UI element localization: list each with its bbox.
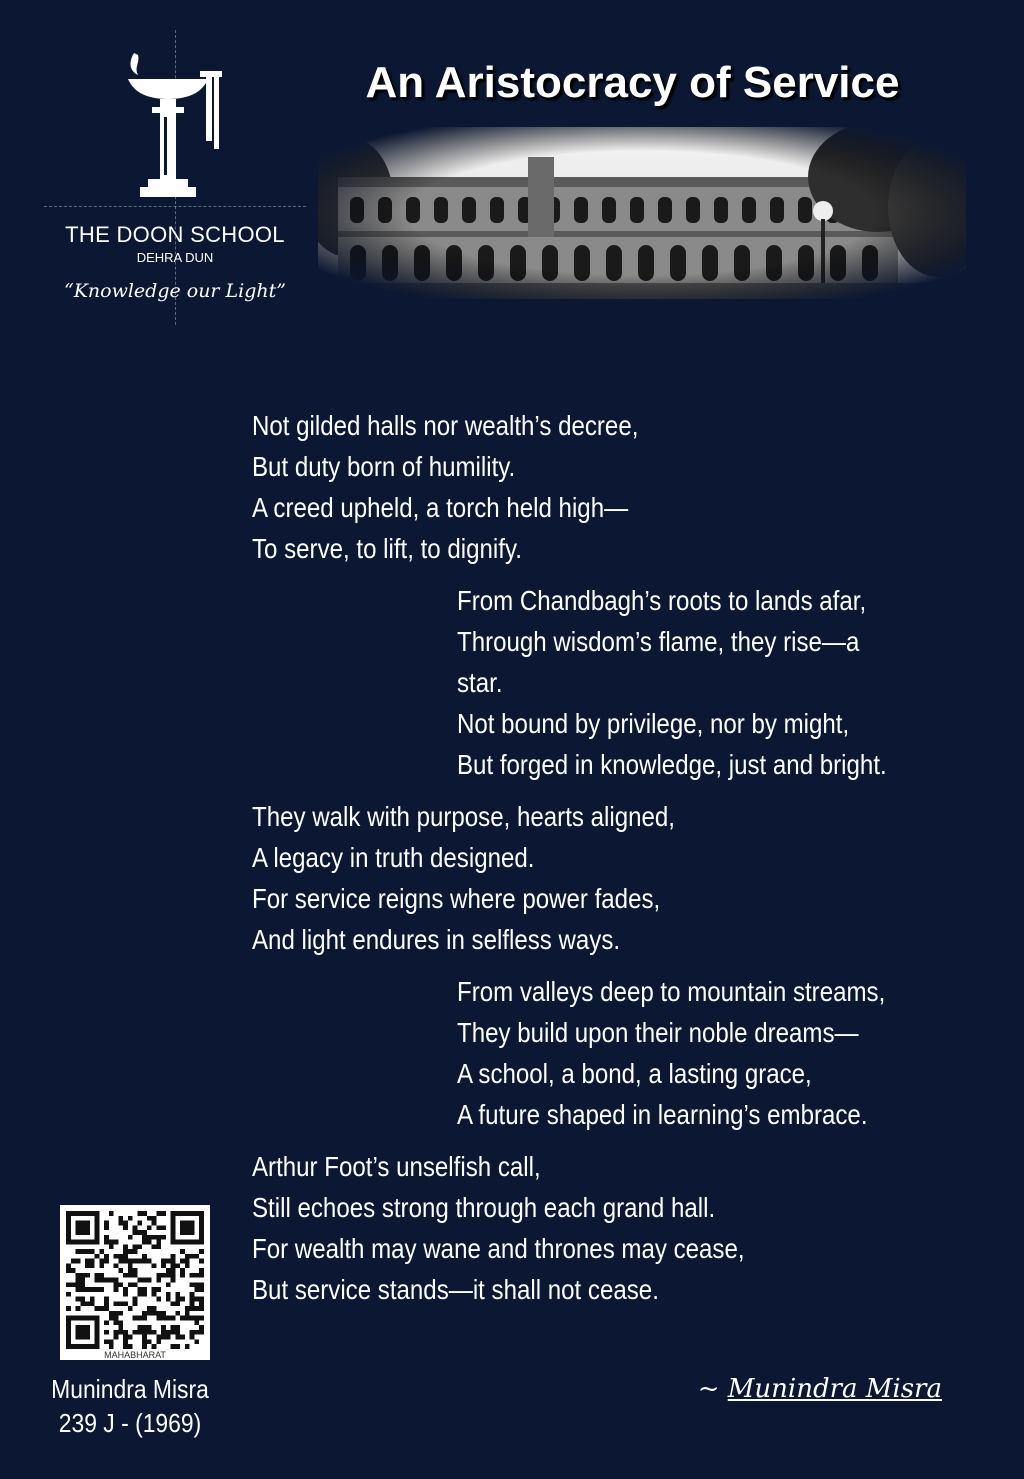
signature [698, 1374, 942, 1404]
poem-line: Still echoes strong through each grand hall. [252, 1192, 716, 1223]
poem-line: They build upon their noble dreams— [457, 1017, 859, 1048]
poem-line: Not gilded halls nor wealth’s decree, [252, 410, 639, 441]
lamp-crest-icon [110, 45, 240, 205]
poem-line: And light endures in selfless ways. [252, 924, 621, 955]
poem-line: Arthur Foot’s unselfish call, [252, 1151, 541, 1182]
poem-line: star. [457, 667, 503, 698]
poem-line: But service stands—it shall not cease. [252, 1274, 659, 1305]
qr-label: MAHABHARAT [104, 1350, 166, 1360]
poem-stanza-5 [252, 1146, 745, 1310]
poem-stanza-4 [457, 971, 885, 1135]
author-house-year: 239 J - (1969) [58, 1408, 202, 1438]
poem-title: An Aristocracy of Service [365, 58, 900, 107]
poem-line: To serve, to lift, to dignify. [252, 533, 522, 564]
poem-line: A future shaped in learning’s embrace. [457, 1099, 868, 1130]
poem-line: A legacy in truth designed. [252, 842, 535, 873]
author-name: Munindra Misra [51, 1374, 209, 1404]
poem-line: But forged in knowledge, just and bright. [457, 749, 887, 780]
poem-stanza-3 [252, 796, 675, 960]
poem-line: Not bound by privilege, nor by might, [457, 708, 850, 739]
poem-line: But duty born of humility. [252, 451, 516, 482]
poem-line: For service reigns where power fades, [252, 883, 661, 914]
poem-stanza-1 [252, 405, 638, 569]
qr-code-icon[interactable] [60, 1205, 210, 1360]
crest-divider-horizontal [44, 206, 306, 207]
poem-line: A school, a bond, a lasting grace, [457, 1058, 812, 1089]
school-building-photo [318, 127, 966, 299]
signature-prefix: ~ [697, 1374, 728, 1404]
poem-line: Through wisdom’s flame, they rise—a [457, 626, 860, 657]
signature-name: Munindra Misra [727, 1374, 942, 1404]
poem-line: For wealth may wane and thrones may cease, [252, 1233, 745, 1264]
school-motto: “Knowledge our Light” [63, 280, 287, 302]
poem-line: From valleys deep to mountain streams, [457, 976, 886, 1007]
poem-line: A creed upheld, a torch held high— [252, 492, 629, 523]
poem-line: From Chandbagh’s roots to lands afar, [457, 585, 867, 616]
school-name: THE DOON SCHOOL [65, 222, 285, 247]
school-city: DEHRA DUN [136, 250, 214, 265]
poem-line: They walk with purpose, hearts aligned, [252, 801, 675, 832]
poem-stanza-2 [457, 580, 887, 785]
